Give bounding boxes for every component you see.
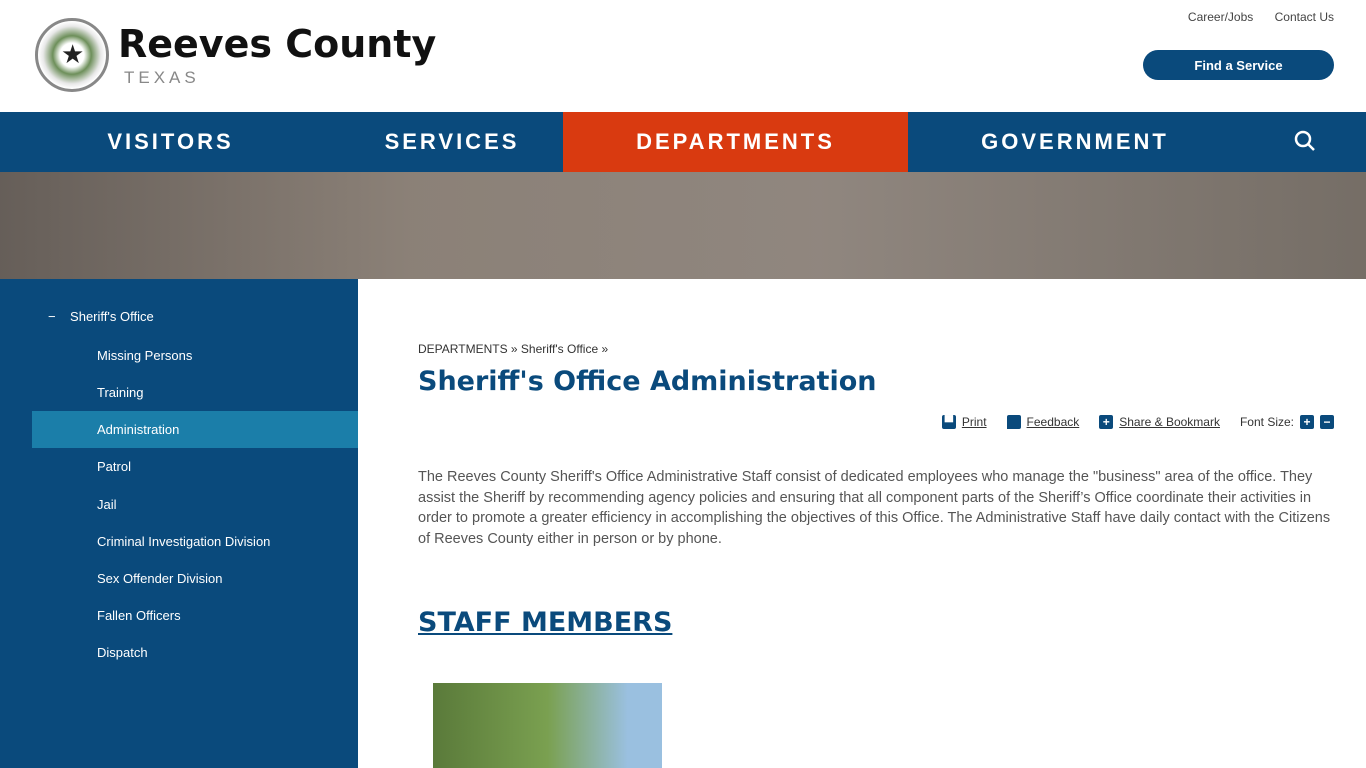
sidebar-parent[interactable] [48,309,154,324]
nav-government[interactable]: GOVERNMENT [981,129,1169,154]
search-icon[interactable] [1294,130,1316,152]
font-increase-icon[interactable]: + [1300,415,1314,429]
feedback-link[interactable]: Feedback [1026,415,1080,429]
top-links [1170,10,1334,24]
sidebar-item-sex-offender[interactable]: Sex Offender Division [97,571,223,586]
plus-icon: + [1099,415,1113,429]
site-subtitle: TEXAS [124,68,200,87]
sidebar-item-missing-persons[interactable]: Missing Persons [97,348,193,363]
staff-members-heading[interactable]: STAFF MEMBERS [418,607,673,638]
contact-us-link[interactable]: Contact Us [1274,10,1334,24]
page-tools [418,415,1334,429]
sidebar-item-training[interactable]: Training [97,385,144,400]
breadcrumb-departments[interactable]: DEPARTMENTS [418,342,508,356]
print-link[interactable]: Print [961,415,987,429]
feedback-icon [1007,415,1021,429]
print-icon: ▀ [942,415,956,429]
career-jobs-link[interactable]: Career/Jobs [1187,10,1254,24]
breadcrumb: DEPARTMENTS » Sheriff's Office » [418,342,609,356]
staff-photo [433,683,662,768]
font-decrease-icon[interactable]: − [1320,415,1334,429]
breadcrumb-sheriffs-office[interactable]: Sheriff's Office [520,342,599,356]
main-content [418,279,1334,638]
site-title[interactable]: Reeves County [118,22,437,66]
header [0,0,1366,112]
sidebar-item-patrol[interactable]: Patrol [97,459,131,474]
nav-visitors[interactable]: VISITORS [107,129,234,154]
page-title: Sheriff's Office Administration [418,366,877,397]
find-service-button[interactable]: Find a Service [1143,50,1334,80]
nav-departments[interactable]: DEPARTMENTS [563,112,908,172]
sidebar-item-fallen-officers[interactable]: Fallen Officers [97,608,181,623]
nav-services[interactable]: SERVICES [384,129,520,154]
intro-paragraph: The Reeves County Sheriff's Office Administrative Staff consist of dedicated employees who manage the "business" area of the office. They assist the Sheriff by recommending agency policies and ensuring that all component parts of the Sheriff’s Office coordinate their activities in order to promote a greater efficiency in accomplishing the objectives of this Office. The Administrative Staff have daily contact with the Citizens of Reeves County either in person or by phone. [418,469,1331,547]
sidebar-item-dispatch[interactable]: Dispatch [97,645,148,660]
county-seal-logo[interactable]: ★ [35,18,109,92]
sidebar-item-administration[interactable]: Administration [32,411,358,448]
sidebar-item-cid[interactable]: Criminal Investigation Division [97,534,271,549]
banner-image [0,172,1366,279]
collapse-icon[interactable]: − [48,309,56,324]
font-size-label: Font Size: [1239,415,1294,429]
main-nav [0,112,1366,172]
share-bookmark-link[interactable]: Share & Bookmark [1119,415,1220,429]
sidebar-item-jail[interactable]: Jail [97,497,117,512]
sidebar-parent-label: Sheriff's Office [70,309,154,324]
